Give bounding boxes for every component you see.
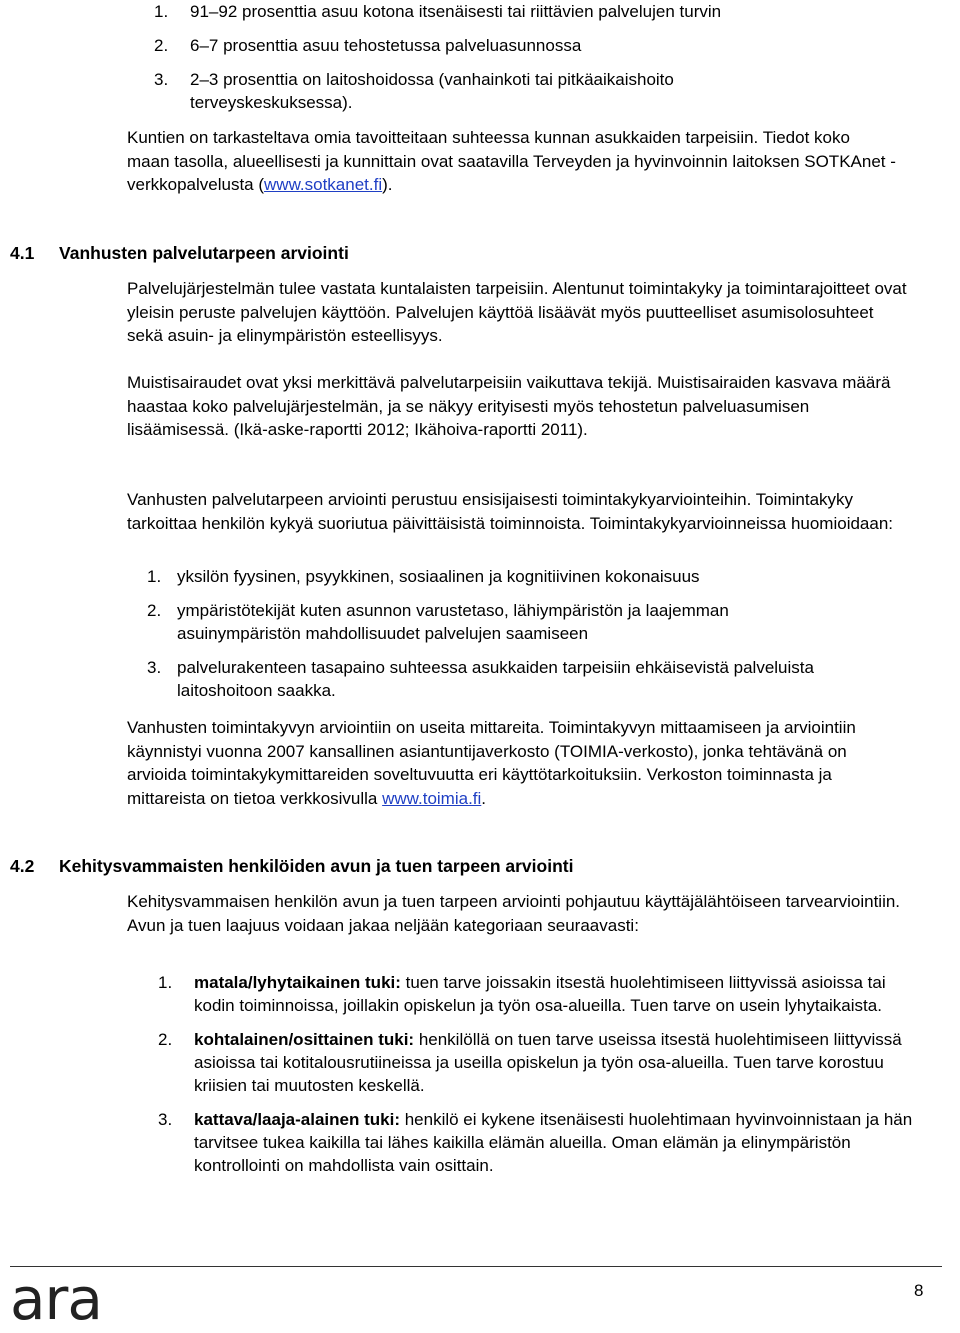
list-text: henkilö ei kykene itsenäisesti huolehtimaan hyvinvoinnistaan ja hän tarvitsee tukea kaikilla tai lähes kaikilla elämän alueilla. Oman elämän ja elinympäristön kontrollointi on mahdollista vain osittain. (194, 1110, 913, 1175)
list-item (158, 1108, 919, 1177)
paragraph-text: Vanhusten toimintakyvyn arviointiin on useita mittareita. Toimintakyvyn mittaamiseen ja arviointiin käynnistyi vuonna 2007 kansallinen asiantuntijaverkosto (TOIMIA-verkosto), jonka tehtävänä on arvioida toimintakykymittareiden soveltuvuutta eri käyttötarkoituksiin. Verkoston toiminnasta ja mittareista on tietoa verkkosivulla (127, 718, 856, 808)
list-number: 2. (158, 1030, 173, 1049)
support-category-list (158, 971, 919, 1177)
list-term: matala/lyhytaikainen tuki: (194, 973, 401, 992)
section-title: Vanhusten palvelutarpeen arviointi (59, 243, 349, 263)
list-item (147, 565, 877, 588)
page-number: 8 (914, 1281, 924, 1300)
list-text: henkilöllä on tuen tarve useissa itsestä huolehtimiseen liittyvissä asioissa tai kotitalousrutiineissa ja useilla opiskelun ja työn osa-alueilla. Tuen tarve korostuu kriisien tai muutosten keskellä. (194, 1030, 902, 1095)
paragraph-text-end: . (481, 788, 487, 808)
paragraph: Muistisairaudet ovat yksi merkittävä palvelutarpeisiin vaikuttava tekijä. Muistisairaiden kasvava määrä haastaa koko palvelujärjestelmän, ja se näkyy erityisesti myös tehostetun palveluasumisen lisäämisessä. (Ikä-aske-raportti 2012; Ikähoiva-raportti 2011). (127, 373, 891, 439)
list-number: 1. (158, 973, 173, 992)
paragraph: Vanhusten palvelutarpeen arviointi perustuu ensisijaisesti toimintakykyarviointeihin. Toimintakyky tarkoittaa henkilön kykyä suoriutua päivittäisistä toiminnoista. Toimintakykyarvioinneissa huomioidaan: (127, 490, 894, 533)
section-number: 4.2 (10, 856, 35, 876)
list-text: tuen tarve joissakin itsestä huolehtimiseen liittyvissä asioissa tai kodin toiminnoissa, joillakin opiskelun ja työn osa-alueilla. Tuen tarve on usein lyhytaikaista. (194, 973, 886, 1015)
list-item (154, 68, 830, 114)
list-text: ympäristötekijät kuten asunnon varustetaso, lähiympäristön ja laajemman asuinympäristön mahdollisuudet palvelujen saamiseen (177, 601, 729, 643)
housing-share-list (154, 0, 910, 114)
list-number: 1. (154, 2, 169, 21)
paragraph: Kehitysvammaisen henkilön avun ja tuen tarpeen arviointi pohjautuu käyttäjälähtöiseen tarvearviointiin. Avun ja tuen laajuus voidaan jakaa neljään kategoriaan seuraavasti: (127, 892, 901, 935)
list-number: 3. (147, 658, 162, 677)
section-heading-4-2 (10, 856, 573, 877)
list-term: kohtalainen/osittainen tuki: (194, 1030, 415, 1049)
intro-text-end: ). (382, 175, 393, 194)
list-number: 1. (147, 567, 162, 586)
list-item (147, 599, 857, 645)
list-number: 3. (154, 70, 169, 89)
paragraph: Palvelujärjestelmän tulee vastata kuntalaisten tarpeisiin. Alentunut toimintakyky ja toimintarajoitteet ovat yleisin peruste palvelujen käyttöön. Palvelujen käyttöä lisäävät myös puutteelliset asumisolosuhteet sekä asuin- ja elinympäristön esteellisyys. (127, 279, 907, 345)
section-heading-4-1 (10, 243, 349, 264)
section-title: Kehitysvammaisten henkilöiden avun ja tuen tarpeen arviointi (59, 856, 574, 876)
footer-divider (10, 1266, 942, 1267)
intro-text: Kuntien on tarkasteltava omia tavoitteitaan suhteessa kunnan asukkaiden tarpeisiin. Tiedot koko maan tasolla, alueellisesti ja kunnittain ovat saatavilla Terveyden ja hyvinvoinnin laitoksen SOTKAnet -verkkopalvelusta ( (127, 128, 896, 194)
functional-ability-list (147, 565, 877, 702)
list-number: 3. (158, 1110, 173, 1129)
toimia-link[interactable]: www.toimia.fi (382, 788, 482, 808)
list-item (158, 1028, 919, 1097)
ara-logo: ara (10, 1265, 102, 1333)
toimia-paragraph (127, 716, 907, 810)
list-item (158, 971, 919, 1017)
list-text: 91–92 prosenttia asuu kotona itsenäisesti tai riittävien palvelujen turvin (190, 2, 722, 21)
sotkanet-link[interactable]: www.sotkanet.fi (264, 175, 383, 194)
list-text: 6–7 prosenttia asuu tehostetussa palveluasunnossa (190, 36, 582, 55)
list-item (154, 34, 910, 57)
list-number: 2. (147, 601, 162, 620)
section-number: 4.1 (10, 243, 35, 263)
list-text: palvelurakenteen tasapaino suhteessa asukkaiden tarpeisiin ehkäisevistä palveluista laitoshoitoon saakka. (177, 658, 814, 700)
list-text: 2–3 prosenttia on laitoshoidossa (vanhainkoti tai pitkäaikaishoito terveyskeskuksessa). (190, 70, 674, 112)
list-number: 2. (154, 36, 169, 55)
list-item (154, 0, 910, 23)
intro-paragraph (127, 126, 897, 197)
list-term: kattava/laaja-alainen tuki: (194, 1110, 400, 1129)
list-text: yksilön fyysinen, psyykkinen, sosiaalinen ja kognitiivinen kokonaisuus (177, 567, 700, 586)
list-item (147, 656, 857, 702)
